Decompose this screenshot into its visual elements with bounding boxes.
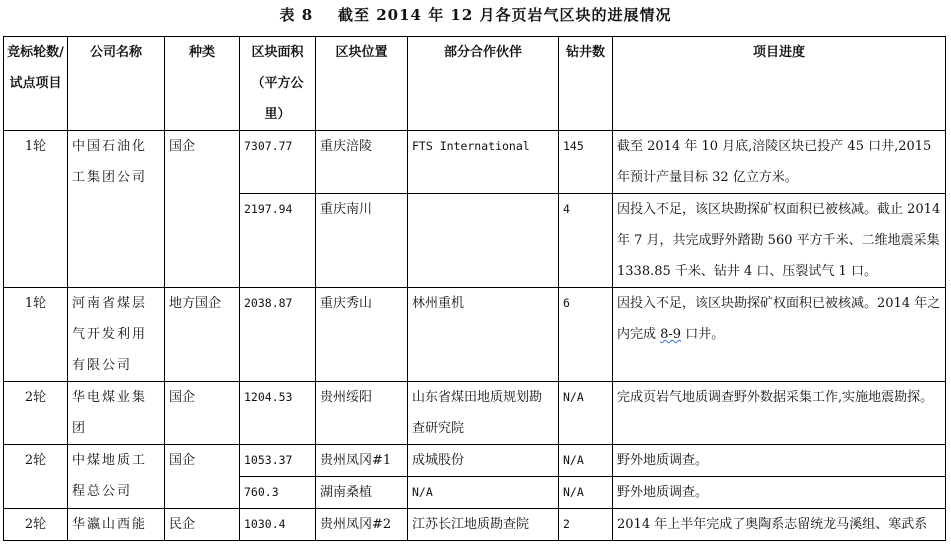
round-cell: 2轮 [4, 445, 68, 509]
progress-cell: 2014 年上半年完成了奥陶系志留统龙马溪组、寒武系 [613, 509, 946, 541]
header-type: 种类 [165, 37, 240, 131]
partner-cell: 成城股份 [408, 445, 559, 477]
area-cell: 7307.77 [240, 131, 316, 194]
progress-text: 因投入不足，该区块勘探矿权面积已被核减。2014 年之内完成 [617, 296, 941, 342]
header-company: 公司名称 [68, 37, 165, 131]
header-row [4, 37, 946, 131]
round-cell: 1轮 [4, 131, 68, 288]
area-cell: 760.3 [240, 477, 316, 509]
location-cell: 重庆涪陵 [316, 131, 408, 194]
progress-cell: 野外地质调查。 [613, 445, 946, 477]
location-cell: 贵州凤冈#2 [316, 509, 408, 541]
location-cell: 湖南桑植 [316, 477, 408, 509]
progress-wells-range: 8-9 [660, 327, 682, 342]
partner-cell: 山东省煤田地质规划勘查研究院 [408, 382, 559, 445]
type-cell: 民企 [165, 509, 240, 541]
company-cell: 中煤地质工程总公司 [68, 445, 165, 509]
progress-cell: 因投入不足，该区块勘探矿权面积已被核减。截止 2014 年 7 月，共完成野外踏勘 560 平方千米、二维地震采集 1338.85 千米、钻井 4 口、压裂试气 1 口。 [613, 194, 946, 288]
wells-cell: 145 [559, 131, 613, 194]
type-cell: 地方国企 [165, 288, 240, 382]
partner-cell: FTS International [408, 131, 559, 194]
progress-cell: 完成页岩气地质调查野外数据采集工作,实施地震勘探。 [613, 382, 946, 445]
table-row [4, 382, 946, 445]
round-cell: 2轮 [4, 382, 68, 445]
table-title: 表 8 截至 2014 年 12 月各页岩气区块的进展情况 [279, 6, 672, 24]
progress-cell: 截至 2014 年 10 月底,涪陵区块已投产 45 口井,2015 年预计产量目标 32 亿立方米。 [613, 131, 946, 194]
wells-cell: 4 [559, 194, 613, 288]
type-cell: 国企 [165, 445, 240, 509]
wells-cell: N/A [559, 445, 613, 477]
table-row [4, 445, 946, 477]
wells-cell: N/A [559, 477, 613, 509]
table-row [4, 288, 946, 382]
area-cell: 1053.37 [240, 445, 316, 477]
round-cell: 1轮 [4, 288, 68, 382]
table-row [4, 509, 946, 541]
progress-text-end: 口井。 [681, 327, 725, 342]
header-progress: 项目进度 [613, 37, 946, 131]
progress-cell [613, 288, 946, 382]
round-cell: 2轮 [4, 509, 68, 541]
company-cell: 华电煤业集团 [68, 382, 165, 445]
partner-cell: 江苏长江地质勘查院 [408, 509, 559, 541]
partner-cell [408, 194, 559, 288]
header-area: 区块面积（平方公里） [240, 37, 316, 131]
area-cell: 2197.94 [240, 194, 316, 288]
progress-cell: 野外地质调查。 [613, 477, 946, 509]
area-cell: 2038.87 [240, 288, 316, 382]
header-partner: 部分合作伙伴 [408, 37, 559, 131]
wells-cell: N/A [559, 382, 613, 445]
header-wells: 钻井数 [559, 37, 613, 131]
header-location: 区块位置 [316, 37, 408, 131]
shale-gas-progress-table [3, 36, 946, 541]
location-cell: 重庆南川 [316, 194, 408, 288]
partner-cell: N/A [408, 477, 559, 509]
company-cell: 中国石油化工集团公司 [68, 131, 165, 288]
location-cell: 贵州凤冈#1 [316, 445, 408, 477]
location-cell: 贵州绥阳 [316, 382, 408, 445]
type-cell: 国企 [165, 131, 240, 288]
area-cell: 1204.53 [240, 382, 316, 445]
company-cell: 华瀛山西能 [68, 509, 165, 541]
wells-cell: 6 [559, 288, 613, 382]
header-round: 竞标轮数/试点项目 [4, 37, 68, 131]
company-cell: 河南省煤层气开发利用有限公司 [68, 288, 165, 382]
table-row [4, 131, 946, 194]
wells-cell: 2 [559, 509, 613, 541]
type-cell: 国企 [165, 382, 240, 445]
partner-cell: 林州重机 [408, 288, 559, 382]
location-cell: 重庆秀山 [316, 288, 408, 382]
area-cell: 1030.4 [240, 509, 316, 541]
